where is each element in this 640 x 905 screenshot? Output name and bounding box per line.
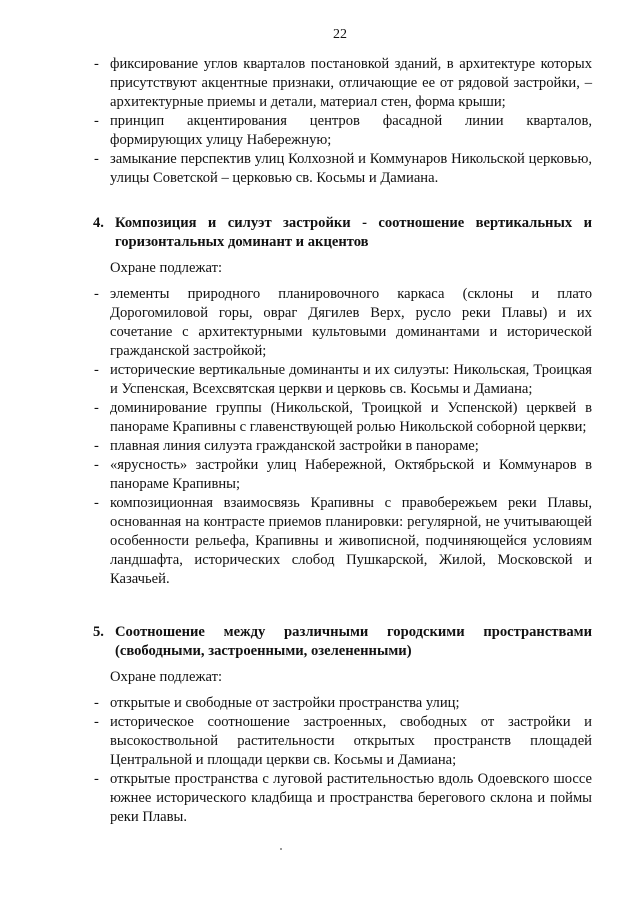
intro-list — [90, 55, 592, 188]
list-item: - историческое соотношение застроенных, свободных от застройки и высокоствольной растительности открытых пространств площадей Центральной и площади церкви св. Косьмы и Дамиана; — [90, 713, 592, 770]
section-number: 5. — [93, 624, 104, 640]
list-item: - «ярусность» застройки улиц Набережной, Октябрьской и Коммунаров в панораме Крапивны; — [90, 456, 592, 494]
section-5-heading — [90, 623, 592, 661]
section-title: Композиция и силуэт застройки - соотношение вертикальных и горизонтальных доминант и акцентов — [115, 215, 592, 250]
section-4-heading — [90, 214, 592, 252]
list-item: - открытые пространства с луговой растительностью вдоль Одоевского шоссе южнее исторического кладбища и пространства берегового склона и поймы реки Плавы. — [90, 770, 592, 827]
section-intro: Охране подлежат: — [110, 260, 223, 276]
page-content — [90, 55, 592, 827]
section-4-list — [90, 285, 592, 589]
section-number: 4. — [93, 215, 104, 231]
list-item: - композиционная взаимосвязь Крапивны с правобережьем реки Плавы, основанная на контрасте приемов планировки: регулярной, не учитывающей особенности рельефа, Крапивны и живописной, подчиняющейся условиям ландшафта, исторических слобод Пушкарской, Жилой, Московской и Казачьей. — [90, 494, 592, 589]
list-item: - замыкание перспектив улиц Колхозной и Коммунаров Никольской церковью, улицы Советской – церковью св. Косьмы и Дамиана. — [90, 150, 592, 188]
page-number: 22 — [333, 27, 347, 42]
list-item: - элементы природного планировочного каркаса (склоны и плато Дорогомиловой горы, овраг Дягилев Верх, русло реки Плавы) и их сочетание с архитектурными культовыми доминантами и исторической гражданской застройкой; — [90, 285, 592, 361]
list-item: - принцип акцентирования центров фасадной линии кварталов, формирующих улицу Набережную; — [90, 112, 592, 150]
scan-speck — [280, 848, 282, 850]
section-title: Соотношение между различными городскими пространствами (свободными, застроенными, озелененными) — [115, 624, 592, 659]
list-item: - доминирование группы (Никольской, Троицкой и Успенской) церквей в панораме Крапивны с главенствующей ролью Никольской соборной церкви; — [90, 399, 592, 437]
list-item: - открытые и свободные от застройки пространства улиц; — [90, 694, 592, 713]
list-item: - плавная линия силуэта гражданской застройки в панораме; — [90, 437, 592, 456]
list-item: - фиксирование углов кварталов постановкой зданий, в архитектуре которых присутствуют акцентные признаки, отличающие ее от рядовой застройки, – архитектурные приемы и детали, материал стен, форма крыши; — [90, 55, 592, 112]
section-intro: Охране подлежат: — [110, 669, 223, 685]
list-item: - исторические вертикальные доминанты и их силуэты: Никольская, Троицкая и Успенская, Всехсвятская церкви и церковь св. Косьмы и Дамиана; — [90, 361, 592, 399]
section-5-list — [90, 694, 592, 827]
